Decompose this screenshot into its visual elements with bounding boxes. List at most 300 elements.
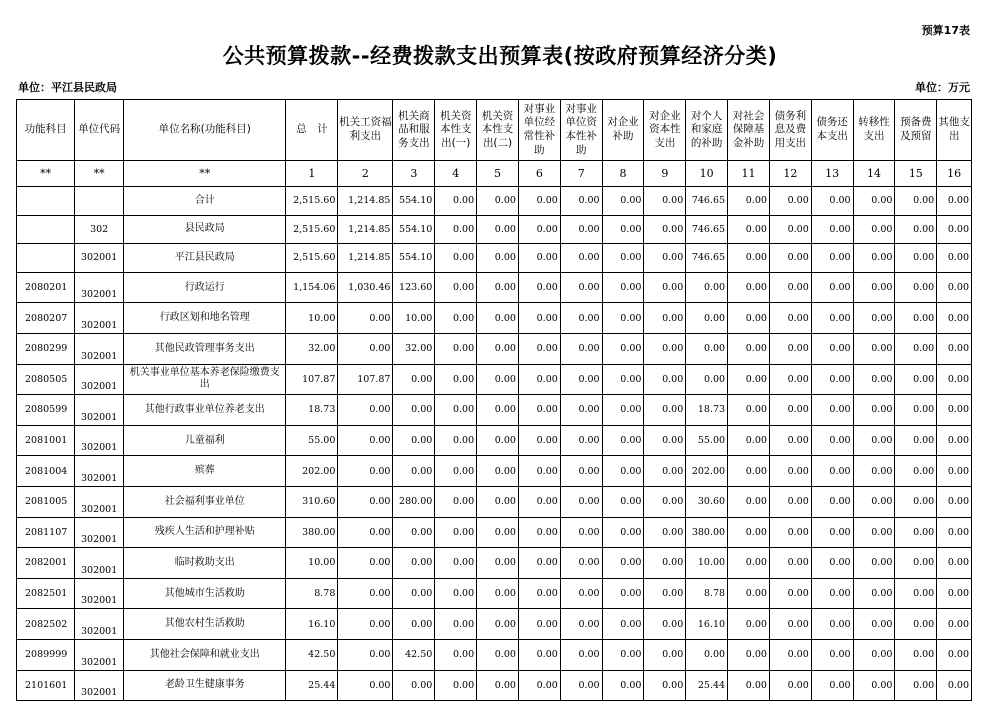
function-code-cell: 2080207 [17,303,75,334]
amount-cell: 0.00 [338,517,393,548]
amount-cell: 0.00 [338,456,393,487]
amount-cell: 0.00 [560,364,602,395]
table-row [17,609,972,640]
amount-cell: 746.65 [686,187,728,216]
amount-cell: 1,030.46 [338,272,393,303]
function-code-cell: 2080505 [17,364,75,395]
amount-cell: 0.00 [811,244,853,273]
column-index-cell: 2 [338,161,393,187]
amount-cell: 280.00 [393,486,435,517]
amount-cell: 0.00 [686,364,728,395]
unit-code-cell: 302001 [75,670,124,701]
amount-cell: 0.00 [602,456,644,487]
unit-name-cell: 合计 [124,187,286,216]
amount-cell: 0.00 [686,639,728,670]
amount-cell: 0.00 [811,272,853,303]
amount-cell: 1,154.06 [286,272,338,303]
unit-code-cell: 302001 [75,303,124,334]
amount-cell: 0.00 [338,425,393,456]
unit-code-cell: 302001 [75,609,124,640]
function-code-cell: 2080599 [17,395,75,426]
amount-cell: 1,214.85 [338,187,393,216]
table-row [17,578,972,609]
function-code-cell: 2082502 [17,609,75,640]
amount-cell: 0.00 [560,272,602,303]
amount-cell: 0.00 [602,517,644,548]
column-index-row [17,161,972,187]
amount-cell: 0.00 [560,187,602,216]
amount-cell: 0.00 [644,364,686,395]
amount-cell: 0.00 [338,333,393,364]
amount-cell: 0.00 [937,395,972,426]
unit-name-cell: 行政运行 [124,272,286,303]
amount-cell: 0.00 [560,609,602,640]
amount-cell: 0.00 [602,395,644,426]
column-index-cell: 10 [686,161,728,187]
table-number-label: 预算17表 [921,24,970,37]
amount-cell: 746.65 [686,244,728,273]
amount-cell: 0.00 [895,303,937,334]
amount-cell: 0.00 [937,272,972,303]
amount-cell: 0.00 [477,364,519,395]
unit-code-cell: 302001 [75,395,124,426]
amount-cell: 0.00 [769,670,811,701]
amount-cell: 0.00 [895,333,937,364]
amount-cell: 0.00 [937,244,972,273]
amount-cell: 0.00 [393,609,435,640]
column-header: 机关工资福利支出 [338,100,393,161]
amount-cell: 0.00 [769,517,811,548]
amount-cell: 0.00 [644,578,686,609]
amount-cell: 0.00 [560,395,602,426]
amount-cell: 0.00 [477,578,519,609]
amount-cell: 0.00 [728,548,770,579]
unit-code-cell: 302001 [75,244,124,273]
unit-code-cell: 302001 [75,517,124,548]
table-row [17,364,972,395]
amount-cell: 0.00 [477,425,519,456]
amount-cell: 0.00 [393,456,435,487]
amount-cell: 0.00 [644,215,686,244]
amount-cell: 0.00 [518,548,560,579]
amount-cell: 0.00 [937,333,972,364]
amount-cell: 0.00 [853,187,895,216]
amount-cell: 0.00 [937,456,972,487]
amount-cell: 0.00 [937,215,972,244]
amount-cell: 554.10 [393,215,435,244]
unit-code-cell: 302001 [75,639,124,670]
amount-cell: 0.00 [477,187,519,216]
column-index-cell: ** [75,161,124,187]
amount-cell: 0.00 [518,425,560,456]
amount-cell: 0.00 [518,333,560,364]
amount-cell: 10.00 [393,303,435,334]
amount-cell: 107.87 [338,364,393,395]
amount-cell: 32.00 [286,333,338,364]
amount-cell: 0.00 [518,578,560,609]
amount-cell: 0.00 [560,578,602,609]
amount-cell: 0.00 [477,548,519,579]
amount-cell: 0.00 [560,639,602,670]
amount-cell: 0.00 [602,609,644,640]
column-header: 机关资本性支出(二) [477,100,519,161]
amount-cell: 0.00 [811,395,853,426]
amount-cell: 0.00 [811,609,853,640]
unit-code-cell: 302001 [75,333,124,364]
amount-cell: 0.00 [728,272,770,303]
table-row [17,272,972,303]
column-index-cell: 6 [518,161,560,187]
amount-cell: 746.65 [686,215,728,244]
amount-cell: 0.00 [602,425,644,456]
amount-cell: 0.00 [811,486,853,517]
column-header: 机关商品和服务支出 [393,100,435,161]
column-header: 单位代码 [75,100,124,161]
amount-cell: 0.00 [477,517,519,548]
amount-cell: 554.10 [393,244,435,273]
unit-name-cell: 其他民政管理事务支出 [124,333,286,364]
amount-cell: 0.00 [560,456,602,487]
amount-cell: 0.00 [435,456,477,487]
amount-cell: 0.00 [477,670,519,701]
amount-cell: 0.00 [728,578,770,609]
amount-cell: 0.00 [769,456,811,487]
amount-cell: 0.00 [560,517,602,548]
amount-cell: 8.78 [686,578,728,609]
amount-cell: 0.00 [518,609,560,640]
column-index-cell: 3 [393,161,435,187]
amount-cell: 0.00 [393,670,435,701]
amount-cell: 0.00 [602,486,644,517]
amount-cell: 0.00 [811,187,853,216]
column-header: 对企业资本性支出 [644,100,686,161]
amount-cell: 0.00 [811,670,853,701]
amount-cell: 123.60 [393,272,435,303]
table-row [17,215,972,244]
amount-cell: 0.00 [853,333,895,364]
amount-cell: 0.00 [686,272,728,303]
table-row [17,456,972,487]
amount-cell: 0.00 [769,272,811,303]
amount-cell: 0.00 [895,244,937,273]
column-index-cell: 13 [811,161,853,187]
amount-cell: 0.00 [602,639,644,670]
amount-cell: 0.00 [686,303,728,334]
amount-cell: 0.00 [644,333,686,364]
amount-cell: 0.00 [769,425,811,456]
column-index-cell: 7 [560,161,602,187]
amount-cell: 0.00 [811,333,853,364]
amount-cell: 0.00 [477,244,519,273]
amount-cell: 0.00 [895,395,937,426]
unit-name-cell: 其他城市生活救助 [124,578,286,609]
amount-cell: 0.00 [644,425,686,456]
amount-cell: 0.00 [895,364,937,395]
amount-cell: 10.00 [286,548,338,579]
amount-cell: 0.00 [728,333,770,364]
amount-cell: 0.00 [853,244,895,273]
amount-cell: 0.00 [602,244,644,273]
amount-cell: 0.00 [518,187,560,216]
function-code-cell [17,187,75,216]
unit-name-cell: 儿童福利 [124,425,286,456]
amount-cell: 0.00 [853,215,895,244]
amount-cell: 0.00 [644,609,686,640]
column-header: 总 计 [286,100,338,161]
amount-cell: 0.00 [435,639,477,670]
column-index-cell: 15 [895,161,937,187]
amount-cell: 0.00 [895,609,937,640]
unit-name-cell: 老龄卫生健康事务 [124,670,286,701]
amount-cell: 0.00 [686,333,728,364]
amount-cell: 0.00 [393,517,435,548]
amount-cell: 0.00 [644,395,686,426]
unit-name-cell: 其他行政事业单位养老支出 [124,395,286,426]
unit-name-cell: 其他社会保障和就业支出 [124,639,286,670]
amount-cell: 0.00 [644,187,686,216]
amount-cell: 0.00 [728,364,770,395]
function-code-cell: 2081004 [17,456,75,487]
amount-cell: 0.00 [518,639,560,670]
amount-cell: 0.00 [435,670,477,701]
amount-cell: 0.00 [853,486,895,517]
amount-cell: 0.00 [435,333,477,364]
amount-cell: 2,515.60 [286,244,338,273]
amount-cell: 0.00 [853,670,895,701]
amount-cell: 0.00 [602,364,644,395]
amount-cell: 0.00 [811,548,853,579]
amount-cell: 0.00 [811,364,853,395]
amount-cell: 0.00 [393,364,435,395]
function-code-cell [17,215,75,244]
amount-cell: 0.00 [769,578,811,609]
amount-cell: 0.00 [895,187,937,216]
table-row [17,333,972,364]
amount-cell: 0.00 [560,486,602,517]
amount-cell: 0.00 [728,517,770,548]
amount-cell: 0.00 [644,548,686,579]
amount-cell: 0.00 [338,486,393,517]
amount-cell: 10.00 [686,548,728,579]
amount-cell: 0.00 [435,187,477,216]
amount-cell: 0.00 [811,215,853,244]
amount-cell: 0.00 [728,609,770,640]
column-header: 对个人和家庭的补助 [686,100,728,161]
table-row [17,486,972,517]
unit-code-cell: 302001 [75,364,124,395]
amount-cell: 0.00 [769,215,811,244]
amount-cell: 0.00 [937,364,972,395]
amount-cell: 32.00 [393,333,435,364]
amount-cell: 380.00 [686,517,728,548]
amount-cell: 0.00 [602,333,644,364]
column-header: 债务利息及费用支出 [769,100,811,161]
amount-cell: 10.00 [286,303,338,334]
department-label: 单位：平江县民政局 [18,81,117,94]
amount-cell: 0.00 [644,244,686,273]
amount-cell: 0.00 [769,244,811,273]
amount-cell: 0.00 [338,578,393,609]
amount-cell: 0.00 [477,333,519,364]
amount-cell: 0.00 [644,486,686,517]
unit-name-cell: 行政区划和地名管理 [124,303,286,334]
amount-cell: 0.00 [895,272,937,303]
amount-cell: 310.60 [286,486,338,517]
column-index-cell: 4 [435,161,477,187]
amount-cell: 0.00 [602,187,644,216]
amount-cell: 0.00 [393,395,435,426]
amount-cell: 16.10 [686,609,728,640]
function-code-cell: 2082001 [17,548,75,579]
amount-cell: 0.00 [728,395,770,426]
column-index-cell: 5 [477,161,519,187]
amount-cell: 0.00 [518,272,560,303]
amount-cell: 0.00 [560,303,602,334]
column-index-cell: 12 [769,161,811,187]
table-row [17,303,972,334]
column-index-cell: ** [17,161,75,187]
amount-cell: 0.00 [937,486,972,517]
amount-cell: 0.00 [853,303,895,334]
amount-cell: 0.00 [518,395,560,426]
amount-cell: 0.00 [937,425,972,456]
amount-cell: 0.00 [338,639,393,670]
column-header: 对事业单位资本性补助 [560,100,602,161]
amount-cell: 0.00 [518,456,560,487]
amount-cell: 0.00 [895,517,937,548]
amount-cell: 0.00 [728,639,770,670]
amount-cell: 0.00 [560,215,602,244]
unit-name-cell: 社会福利事业单位 [124,486,286,517]
unit-code-cell: 302001 [75,578,124,609]
amount-cell: 25.44 [686,670,728,701]
amount-cell: 0.00 [644,517,686,548]
amount-cell: 42.50 [393,639,435,670]
amount-cell: 0.00 [769,303,811,334]
table-row [17,639,972,670]
amount-cell: 0.00 [895,425,937,456]
amount-cell: 0.00 [769,639,811,670]
function-code-cell: 2101601 [17,670,75,701]
amount-cell: 0.00 [518,364,560,395]
amount-cell: 0.00 [937,187,972,216]
column-header: 机关资本性支出(一) [435,100,477,161]
amount-cell: 0.00 [435,609,477,640]
amount-cell: 554.10 [393,187,435,216]
unit-name-cell: 机关事业单位基本养老保险缴费支出 [124,364,286,395]
unit-name-cell: 其他农村生活救助 [124,609,286,640]
amount-cell: 0.00 [435,303,477,334]
amount-cell: 0.00 [602,548,644,579]
amount-cell: 0.00 [728,244,770,273]
amount-cell: 0.00 [769,395,811,426]
unit-code-cell: 302 [75,215,124,244]
amount-cell: 0.00 [435,578,477,609]
amount-cell: 0.00 [853,639,895,670]
amount-cell: 18.73 [286,395,338,426]
amount-cell: 0.00 [937,517,972,548]
amount-cell: 0.00 [728,425,770,456]
amount-cell: 0.00 [602,272,644,303]
column-index-cell: 1 [286,161,338,187]
amount-cell: 0.00 [477,639,519,670]
amount-cell: 380.00 [286,517,338,548]
amount-cell: 0.00 [518,670,560,701]
amount-cell: 0.00 [338,670,393,701]
unit-name-cell: 临时救助支出 [124,548,286,579]
function-code-cell: 2081107 [17,517,75,548]
amount-cell: 0.00 [937,670,972,701]
function-code-cell: 2089999 [17,639,75,670]
amount-cell: 0.00 [895,639,937,670]
column-header: 对社会保障基金补助 [728,100,770,161]
amount-cell: 0.00 [853,578,895,609]
page-title: 公共预算拨款--经费拨款支出预算表(按政府预算经济分类) [222,44,778,68]
amount-cell: 202.00 [686,456,728,487]
amount-cell: 0.00 [435,244,477,273]
amount-cell: 0.00 [811,578,853,609]
amount-cell: 0.00 [393,578,435,609]
table-row [17,425,972,456]
unit-code-cell [75,187,124,216]
table-row [17,517,972,548]
amount-cell: 0.00 [769,548,811,579]
amount-cell: 0.00 [477,303,519,334]
table-row [17,395,972,426]
amount-cell: 0.00 [895,456,937,487]
table-row [17,244,972,273]
table-row [17,187,972,216]
amount-cell: 0.00 [769,609,811,640]
amount-cell: 0.00 [811,517,853,548]
unit-name-cell: 平江县民政局 [124,244,286,273]
amount-cell: 0.00 [644,272,686,303]
amount-cell: 8.78 [286,578,338,609]
amount-cell: 0.00 [435,364,477,395]
column-index-cell: 14 [853,161,895,187]
amount-cell: 0.00 [895,670,937,701]
amount-cell: 0.00 [769,364,811,395]
header-row [17,100,972,161]
amount-cell: 0.00 [811,639,853,670]
amount-cell: 0.00 [728,187,770,216]
amount-cell: 0.00 [560,425,602,456]
amount-cell: 0.00 [518,517,560,548]
amount-cell: 0.00 [853,364,895,395]
amount-cell: 2,515.60 [286,187,338,216]
amount-cell: 0.00 [811,425,853,456]
amount-cell: 0.00 [477,215,519,244]
function-code-cell: 2080201 [17,272,75,303]
amount-cell: 0.00 [435,548,477,579]
amount-cell: 16.10 [286,609,338,640]
amount-cell: 0.00 [435,486,477,517]
column-header: 债务还本支出 [811,100,853,161]
amount-cell: 0.00 [518,303,560,334]
amount-cell: 55.00 [286,425,338,456]
amount-cell: 0.00 [853,425,895,456]
amount-cell: 0.00 [644,670,686,701]
amount-cell: 0.00 [560,670,602,701]
amount-cell: 0.00 [393,425,435,456]
amount-cell: 0.00 [644,303,686,334]
unit-name-cell: 县民政局 [124,215,286,244]
amount-cell: 0.00 [477,395,519,426]
amount-cell: 0.00 [393,548,435,579]
amount-cell: 0.00 [853,456,895,487]
amount-cell: 0.00 [769,187,811,216]
column-header: 对事业单位经常性补助 [518,100,560,161]
